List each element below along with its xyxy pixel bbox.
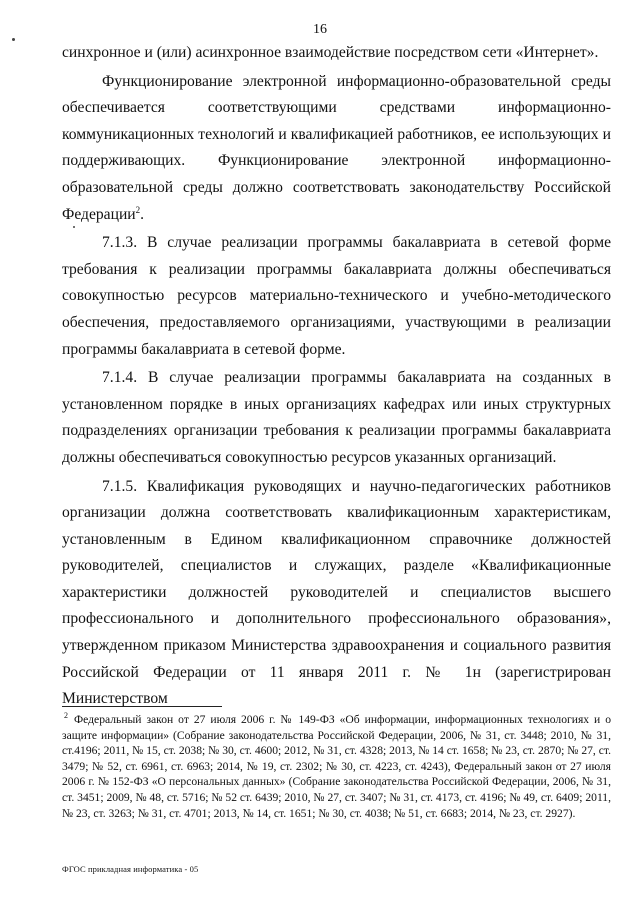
paragraph-7-1-3: 7.1.3. В случае реализации программы бакалавриата в сетевой форме требования к реализации программы бакалавриата должны обеспечиваться совокупностью ресурсов материально-технического и учебно-методического обеспечения, предоставляемого организациями, участвующими в реализации программы бакалавриата в сетевой форме. [62, 234, 611, 358]
footnote-reference[interactable]: 2 [135, 204, 141, 215]
footnote-separator [62, 706, 222, 707]
page-number: 16 [313, 22, 327, 37]
document-footer-label: ФГОС прикладная информатика - 05 [62, 864, 199, 874]
paragraph-7-1-5: 7.1.5. Квалификация руководящих и научно-педагогических работников организации должна соответствовать квалификационным характеристикам, установленным в Едином квалификационном справочнике должностей руководителей, специалистов и служащих, разделе «Квалификационные характеристики должностей руководителей и специалистов высшего профессионального и дополнительного профессионального образования», утвержденном приказом Министерства здравоохранения и социального развития Российской Федерации от 11 января 2011 г. № 1н (зарегистрирован Министерством [62, 477, 611, 708]
paragraph-7-1-4: 7.1.4. В случае реализации программы бакалавриата на созданных в установленном порядке в иных организациях кафедрах или иных структурных подразделениях организации требования к реализации программы бакалавриата должны обеспечиваться совокупностью ресурсов указанных организаций. [62, 369, 611, 466]
paragraph-continuation: синхронное и (или) асинхронное взаимодействие посредством сети «Интернет». [62, 44, 599, 61]
footnote-marker: 2 [64, 711, 68, 721]
scan-speck [12, 38, 15, 41]
footnote-text: Федеральный закон от 27 июля 2006 г. № 149-ФЗ «Об информации, информационных технологиях и о защите информации» (Собрание законодательства Российской Федерации, 2006, № 31, ст. 3448; 2010, № 31, ст.4196; 2011, № 15, ст. 2038; № 30, ст. 4600; 2012, № 31, ст. 4328; 2013, № 14 ст. 1658; № 23, ст. 2870; № 27, ст. 3479; № 52, ст. 6961, ст. 6963; 2014, № 19, ст. 2302; № 30, ст. 4223, ст. 4243), Федеральный закон от 27 июля 2006 г. № 152-ФЗ «О персональных данных» (Собрание законодательства Российской Федерации, 2006, № 31, ст. 3451; 2009, № 48, ст. 5716; № 52 ст. 6439; 2010, № 27, ст. 3407; № 31, ст. 4173, ст. 4196; № 49, ст. 6409; 2011, № 23, ст. 3263; № 31, ст. 4701; 2013, № 14, ст. 1651; № 30, ст. 4038; № 51, ст. 6683; 2014, № 23, ст. 2927). [62, 713, 611, 820]
paragraph-eios: Функционирование электронной информационно-образовательной среды обеспечивается соответствующими средствами информационно-коммуникационных технологий и квалификацией работников, ее использующих и поддерживающих. Функционирование электронной информационно-образовательной среды должно соответствовать законодательству Российской Федерации$^2$. [62, 72, 611, 223]
footnote [62, 712, 611, 821]
document-body [62, 40, 611, 713]
